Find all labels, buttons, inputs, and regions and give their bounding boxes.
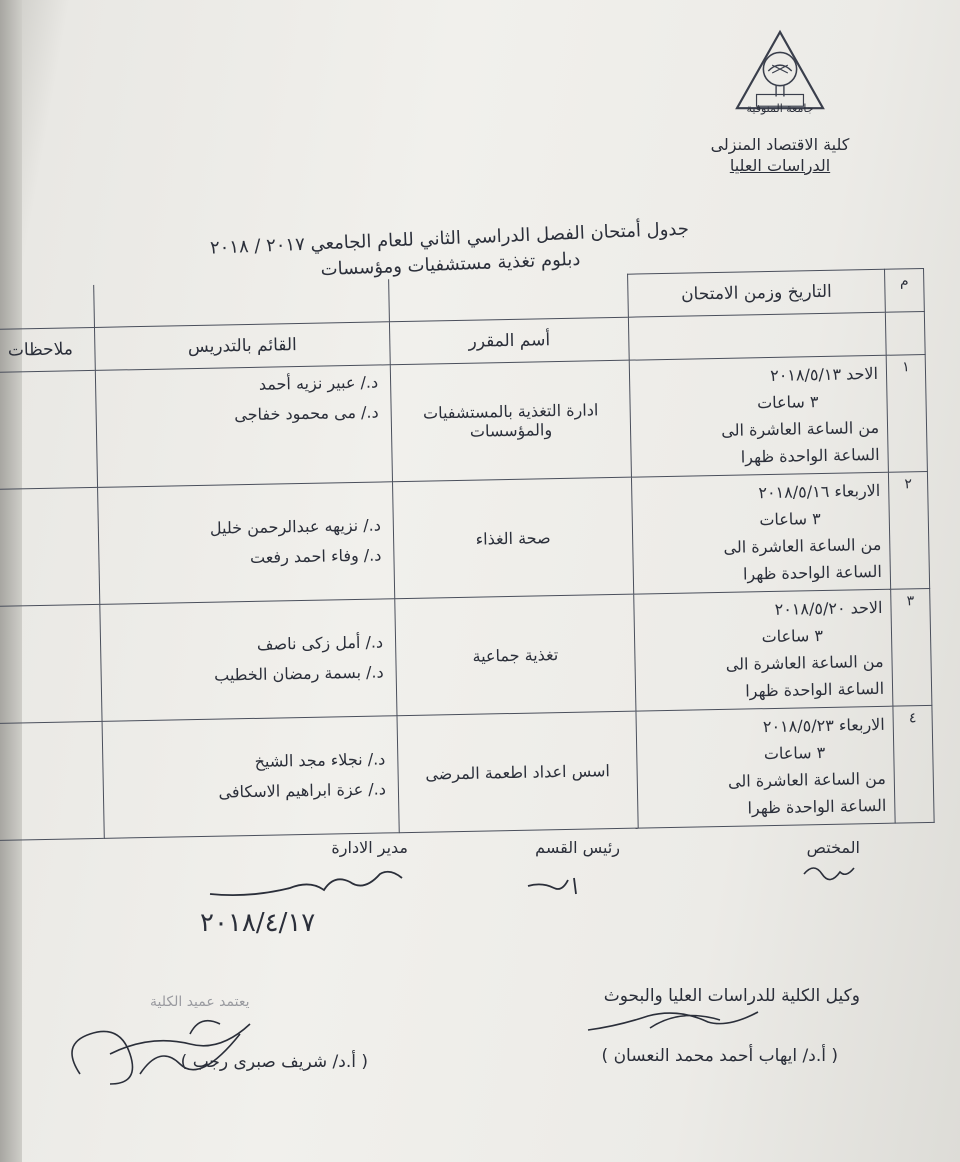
head-of-dept-signature-icon xyxy=(520,872,590,898)
teachers xyxy=(95,365,392,488)
exam-day: الاحد ٢٠١٨/٥/١٣ xyxy=(769,363,879,385)
dean-name: ( أ.د/ شريف صبرى رجب ) xyxy=(180,1052,368,1072)
header-notes-top xyxy=(0,284,94,329)
head-of-dept-label: رئيس القسم xyxy=(535,838,620,857)
admin-director-signature-icon xyxy=(200,862,420,902)
teacher-1: د./ نجلاء مجد الشيخ xyxy=(254,749,386,771)
teacher-1: د./ عبير نزيه أحمد xyxy=(258,372,379,394)
header-num: م xyxy=(885,269,925,313)
admin-director-label: مدير الادارة xyxy=(331,838,408,857)
course-name: صحة الغذاء xyxy=(393,477,634,599)
exam-to: الساعة الواحدة ظهرا xyxy=(742,561,882,584)
teacher-1: د./ أمل زكى ناصف xyxy=(256,632,384,654)
vice-dean-signature-icon xyxy=(580,1000,780,1040)
table-row xyxy=(0,588,932,723)
exam-duration: ٣ ساعات xyxy=(763,742,826,764)
exam-day: الاربعاء ٢٠١٨/٥/١٦ xyxy=(758,480,881,503)
exam-from: من الساعة العاشرة الى xyxy=(723,534,882,557)
vice-dean-name: ( أ.د/ ايهاب أحمد محمد النعسان ) xyxy=(601,1046,838,1066)
teacher-2: د./ مى محمود خفاجى xyxy=(234,402,379,425)
row-number: ٤ xyxy=(893,705,934,823)
header-teacher: القائم بالتدريس xyxy=(94,322,390,371)
exam-day: الاحد ٢٠١٨/٥/٢٠ xyxy=(774,597,883,619)
teachers xyxy=(102,716,399,839)
title-line-2: دبلوم تغذية مستشفيات ومؤسسات xyxy=(320,248,581,281)
notes-cell xyxy=(0,487,100,606)
row-number: ١ xyxy=(886,354,927,472)
exam-duration: ٣ ساعات xyxy=(756,392,819,413)
title-line-1: جدول أمتحان الفصل الدراسي الثاني للعام الجامعي ٢٠١٧ / ٢٠١٨ xyxy=(209,218,690,259)
notes-cell xyxy=(0,721,104,840)
header-course-label: أسم المقرر xyxy=(389,317,629,365)
exam-from: من الساعة العاشرة الى xyxy=(725,651,884,674)
course-name: اسس اعداد اطعمة المرضى xyxy=(397,711,638,833)
header-teacher-top xyxy=(94,279,390,328)
exam-from: من الساعة العاشرة الى xyxy=(727,768,886,791)
course-name: تغذية جماعية xyxy=(395,594,636,716)
teacher-2: د./ وفاء احمد رفعت xyxy=(249,545,382,567)
header-date: التاريخ وزمن الامتحان xyxy=(628,269,886,317)
dean-note: يعتمد عميد الكلية xyxy=(150,994,250,1010)
table-row xyxy=(0,705,934,840)
teacher-1: د./ نزيهه عبدالرحمن خليل xyxy=(209,515,382,538)
exam-datetime xyxy=(631,472,890,594)
exam-duration: ٣ ساعات xyxy=(761,626,824,647)
seal-text: جامعة المنوفية xyxy=(746,102,814,115)
notes-cell xyxy=(0,604,102,723)
teacher-2: د./ عزة ابراهيم الاسكافى xyxy=(218,779,387,802)
vice-dean-title: وكيل الكلية للدراسات العليا والبحوث xyxy=(603,986,860,1006)
teacher-2: د./ بسمة رمضان الخطيب xyxy=(213,662,384,685)
table-row xyxy=(0,354,927,489)
department-name: الدراسات العليا xyxy=(729,156,831,175)
header-notes: ملاحظات xyxy=(0,327,95,372)
specialist-label: المختص xyxy=(806,838,860,857)
specialist-signature-icon xyxy=(800,858,860,884)
course-name: ادارة التغذية بالمستشفيات والمؤسسات xyxy=(390,360,631,482)
exam-datetime xyxy=(636,706,895,828)
row-number: ٣ xyxy=(891,588,932,706)
notes-cell xyxy=(0,370,98,489)
exam-to: الساعة الواحدة ظهرا xyxy=(747,795,887,818)
exam-datetime xyxy=(634,589,893,711)
row-number: ٢ xyxy=(888,471,929,589)
handwritten-date: ٢٠١٨/٤/١٧ xyxy=(200,908,316,938)
exam-day: الاربعاء ٢٠١٨/٥/٢٣ xyxy=(762,714,885,737)
exam-datetime xyxy=(629,355,888,477)
dean-signature-icon xyxy=(50,1004,280,1094)
faculty-name: كلية الاقتصاد المنزلى xyxy=(710,135,850,154)
exam-from: من الساعة العاشرة الى xyxy=(721,417,880,440)
table-row xyxy=(0,471,930,606)
exam-to: الساعة الواحدة ظهرا xyxy=(745,678,885,701)
exam-duration: ٣ ساعات xyxy=(759,509,821,530)
teachers xyxy=(100,599,397,722)
exam-to: الساعة الواحدة ظهرا xyxy=(740,444,880,467)
teachers xyxy=(98,482,395,605)
header-course xyxy=(389,274,629,322)
exam-schedule-table xyxy=(7,268,934,840)
faculty-header xyxy=(705,28,855,175)
